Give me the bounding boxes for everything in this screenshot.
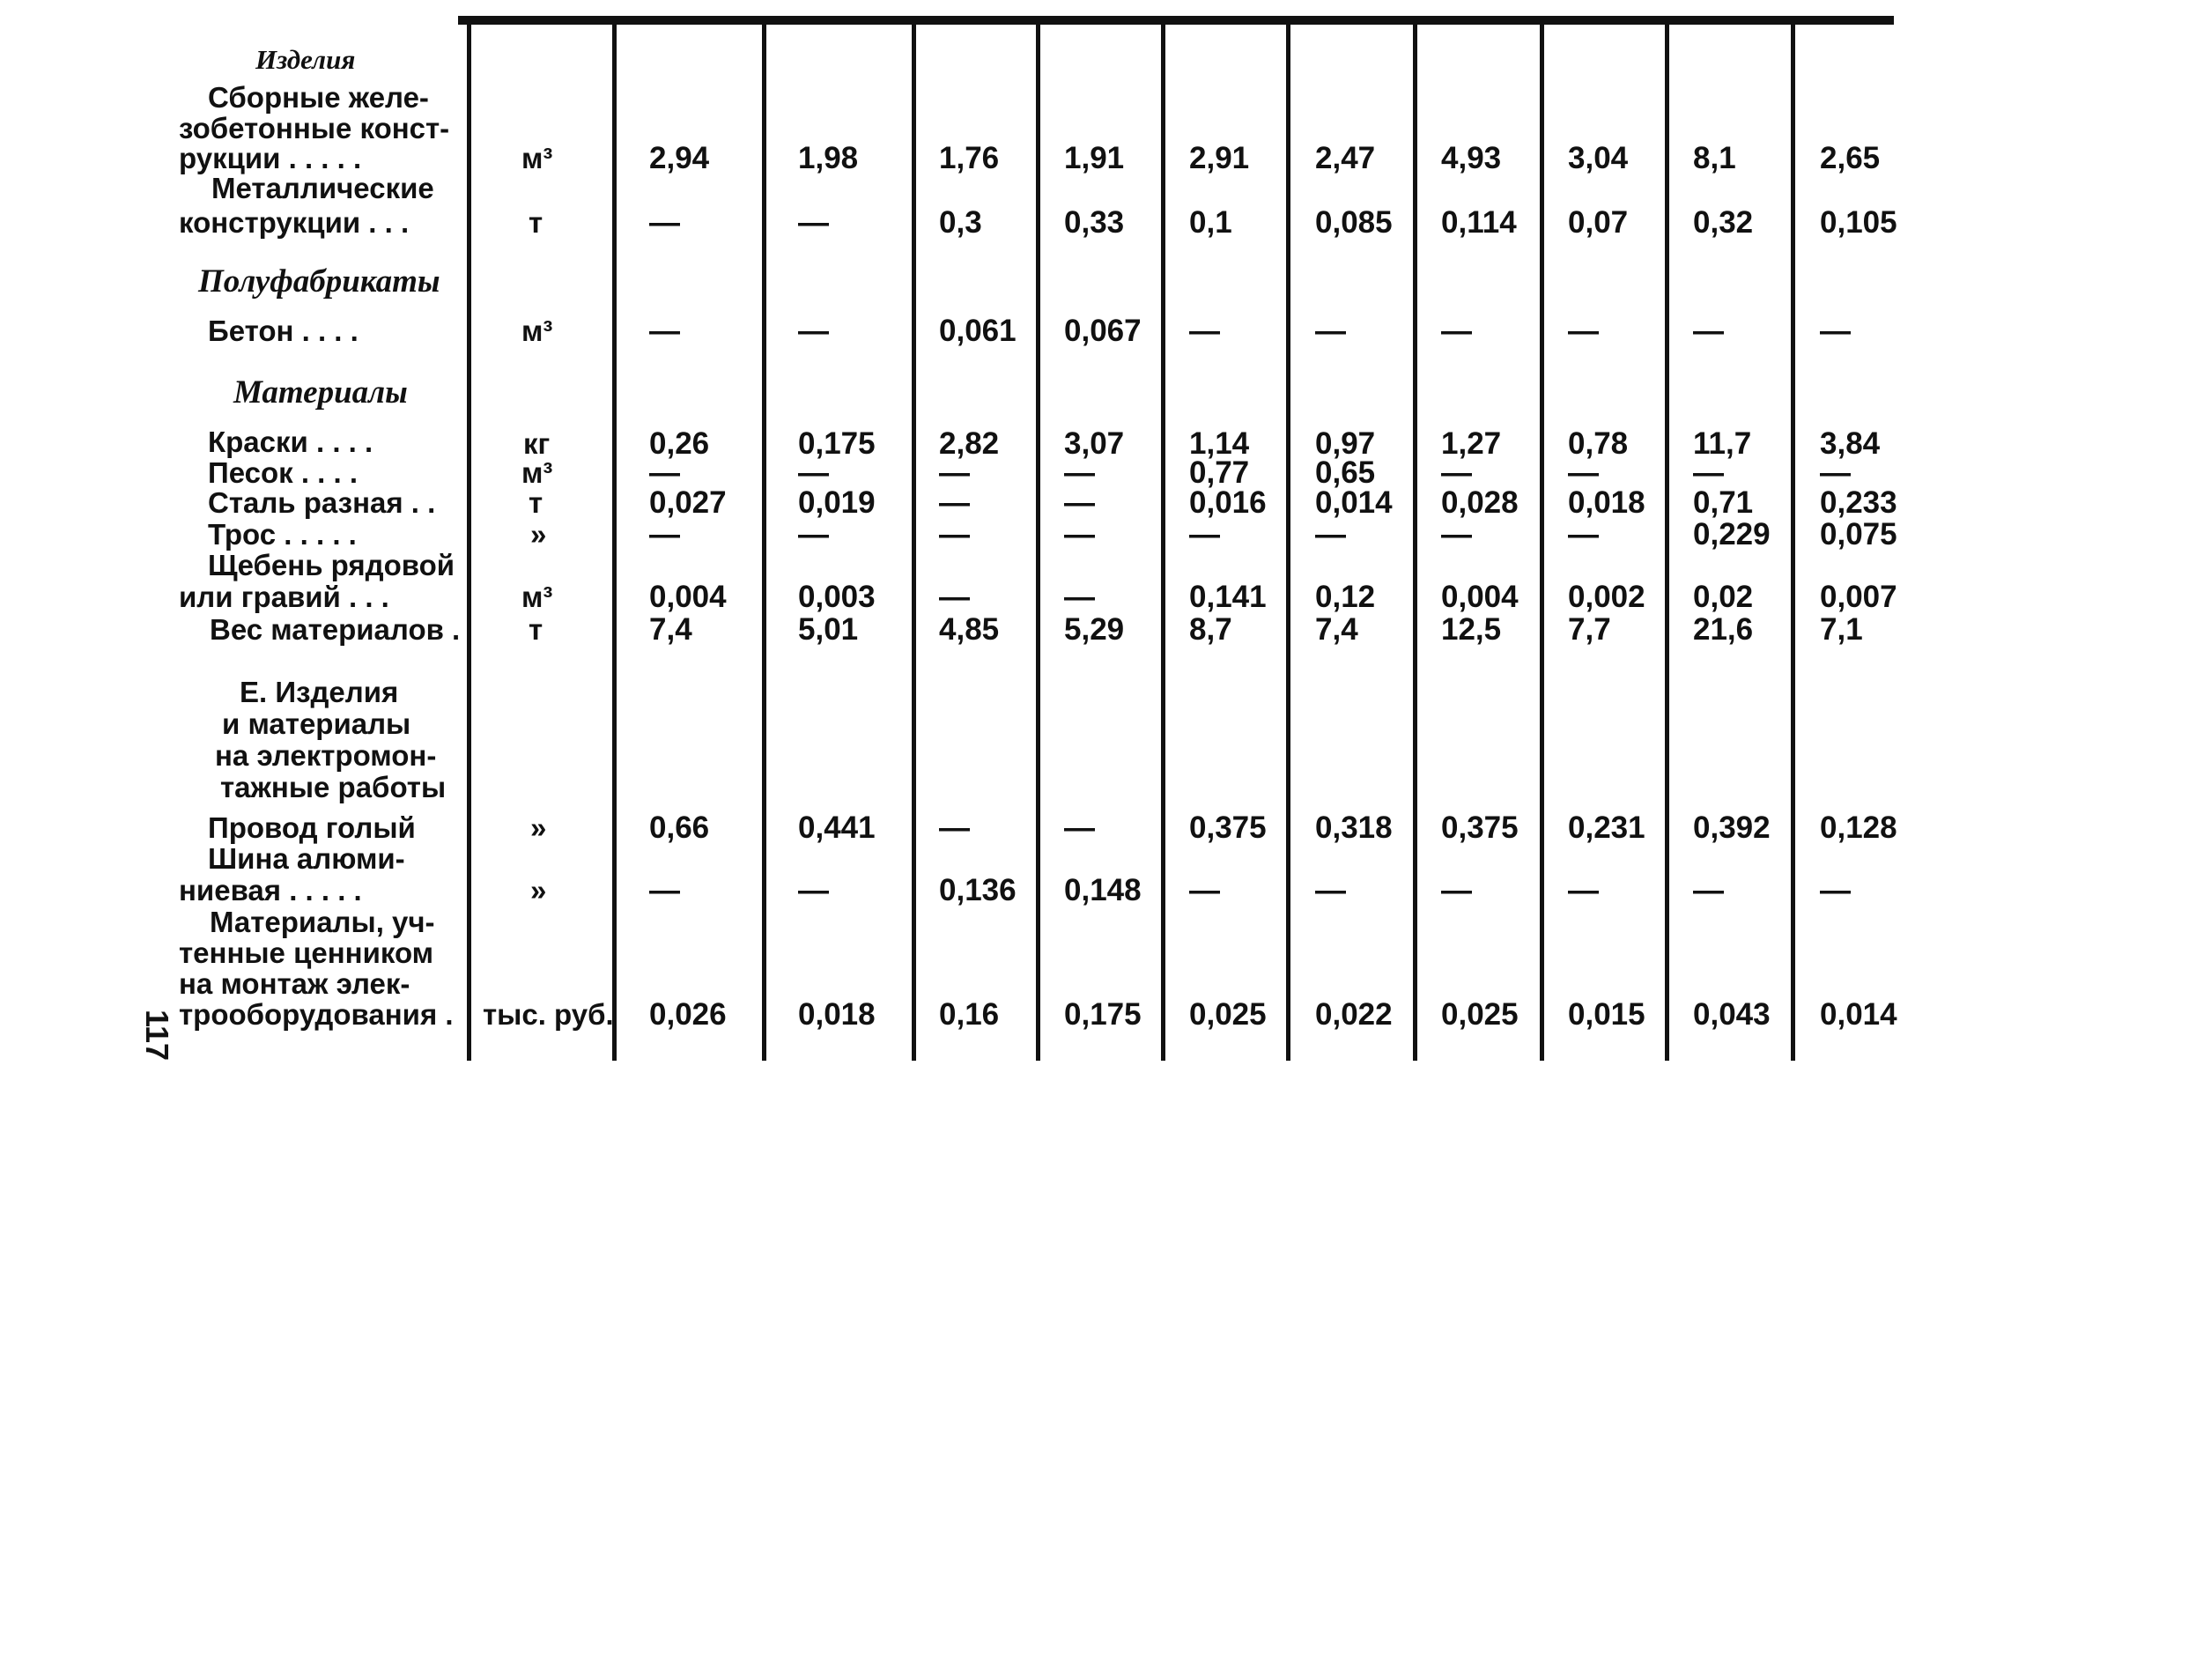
unit-cell: м³ [521, 142, 553, 174]
value-cell: — [1315, 873, 1346, 907]
value-cell: 0,1 [1189, 205, 1232, 240]
value-cell: 1,91 [1064, 141, 1125, 175]
value-cell: 0,075 [1820, 517, 1897, 551]
table-top-rule [458, 16, 1894, 25]
row-label-line: Песок . . . . [208, 456, 359, 489]
value-cell: 0,043 [1693, 997, 1771, 1032]
value-cell: 0,028 [1441, 485, 1519, 520]
value-cell: 7,4 [649, 612, 692, 647]
column-rule [1791, 23, 1795, 1061]
value-cell: 5,01 [798, 612, 859, 647]
column-rule [1540, 23, 1544, 1061]
value-cell: 0,318 [1315, 810, 1393, 845]
value-cell: 0,71 [1693, 485, 1754, 520]
section-heading-e-line: тажные работы [220, 771, 447, 803]
row-label-line: тенные ценником [179, 936, 434, 969]
value-cell: — [1568, 314, 1599, 348]
value-cell: 7,7 [1568, 612, 1611, 647]
value-cell: 0,002 [1568, 580, 1645, 614]
unit-cell: т [529, 613, 543, 646]
value-cell: 0,441 [798, 810, 876, 845]
value-cell: 7,4 [1315, 612, 1358, 647]
column-rule [762, 23, 766, 1061]
row-label-line: Шина алюми- [208, 842, 405, 875]
column-rule [1286, 23, 1290, 1061]
value-cell: — [798, 517, 829, 551]
column-rule [1413, 23, 1417, 1061]
value-cell: 1,76 [939, 141, 1000, 175]
row-label-line: конструкции . . . [179, 206, 410, 239]
value-cell: 0,32 [1693, 205, 1754, 240]
value-cell: 3,04 [1568, 141, 1629, 175]
value-cell: 0,015 [1568, 997, 1645, 1032]
section-heading-e-line: и материалы [222, 707, 411, 740]
row-label-line: рукции . . . . . [179, 142, 362, 174]
row-label-line: Сборные желе- [208, 81, 429, 114]
unit-cell: м³ [521, 456, 553, 489]
value-cell: 0,175 [1064, 997, 1142, 1032]
value-cell: 3,84 [1820, 426, 1881, 461]
value-cell: — [1441, 314, 1472, 348]
value-cell: 5,29 [1064, 612, 1125, 647]
value-cell: — [1693, 314, 1724, 348]
value-cell: 8,7 [1189, 612, 1232, 647]
value-cell: 2,94 [649, 141, 710, 175]
value-cell: — [1820, 455, 1851, 490]
value-cell: 12,5 [1441, 612, 1502, 647]
value-cell: 0,16 [939, 997, 1000, 1032]
value-cell: — [1820, 873, 1851, 907]
value-cell: 0,025 [1189, 997, 1267, 1032]
value-cell: 0,114 [1441, 205, 1517, 240]
row-label-line: Сталь разная . . [208, 486, 436, 519]
value-cell: 0,97 [1315, 426, 1376, 461]
column-rule [1036, 23, 1040, 1061]
value-cell: — [1441, 455, 1472, 490]
value-cell: 2,82 [939, 426, 1000, 461]
value-cell: 0,026 [649, 997, 727, 1032]
row-label-line: Вес материалов . [210, 613, 461, 646]
row-label-line: Материалы, уч- [210, 906, 435, 938]
unit-cell: м³ [521, 581, 553, 613]
row-label-line: Металлические [211, 172, 434, 204]
unit-cell: » [530, 811, 547, 844]
value-cell: 0,018 [798, 997, 876, 1032]
value-cell: — [1568, 873, 1599, 907]
value-cell: 0,07 [1568, 205, 1629, 240]
value-cell: — [939, 485, 970, 520]
section-heading-izdeliya: Изделия [255, 44, 356, 75]
value-cell: 4,85 [939, 612, 1000, 647]
row-label-line: Бетон . . . . [208, 315, 359, 347]
value-cell: 0,65 [1315, 455, 1376, 490]
page-number: 117 [139, 1010, 175, 1062]
unit-cell: кг [523, 427, 551, 460]
value-cell: — [939, 455, 970, 490]
column-rule [612, 23, 617, 1061]
value-cell: — [1189, 873, 1220, 907]
value-cell: 0,229 [1693, 517, 1771, 551]
unit-cell: тыс. руб. [483, 998, 614, 1031]
row-label-line: Щебень рядовой [208, 549, 455, 581]
value-cell: — [1064, 517, 1095, 551]
value-cell: 0,085 [1315, 205, 1393, 240]
value-cell: 0,007 [1820, 580, 1897, 614]
value-cell: 8,1 [1693, 141, 1736, 175]
value-cell: — [1064, 810, 1095, 845]
value-cell: — [1693, 873, 1724, 907]
value-cell: — [649, 314, 680, 348]
value-cell: — [1189, 314, 1220, 348]
value-cell: — [798, 455, 829, 490]
row-label-line: на монтаж элек- [179, 967, 410, 1000]
value-cell: 0,375 [1189, 810, 1267, 845]
value-cell: — [798, 205, 829, 240]
value-cell: 7,1 [1820, 612, 1863, 647]
value-cell: 2,47 [1315, 141, 1376, 175]
value-cell: 0,66 [649, 810, 710, 845]
value-cell: 4,93 [1441, 141, 1502, 175]
value-cell: — [649, 455, 680, 490]
section-heading-materialy: Материалы [233, 374, 408, 411]
value-cell: 0,12 [1315, 580, 1376, 614]
value-cell: — [1064, 580, 1095, 614]
value-cell: — [1820, 314, 1851, 348]
row-label-line: Краски . . . . [208, 426, 373, 458]
value-cell: 11,7 [1693, 426, 1752, 461]
value-cell: 0,025 [1441, 997, 1519, 1032]
value-cell: — [1441, 517, 1472, 551]
value-cell: 1,98 [798, 141, 859, 175]
row-label-line: Провод голый [208, 811, 416, 844]
row-label-line: Трос . . . . . [208, 518, 357, 551]
value-cell: 0,105 [1820, 205, 1897, 240]
value-cell: 0,02 [1693, 580, 1754, 614]
value-cell: 0,003 [798, 580, 876, 614]
value-cell: — [1441, 873, 1472, 907]
column-rule [912, 23, 916, 1061]
value-cell: 3,07 [1064, 426, 1125, 461]
section-heading-polufabrikaty: Полуфабрикаты [198, 263, 440, 300]
row-label-line: или гравий . . . [179, 581, 389, 613]
value-cell: 0,016 [1189, 485, 1267, 520]
value-cell: 0,231 [1568, 810, 1645, 845]
value-cell: — [1064, 485, 1095, 520]
value-cell: — [649, 205, 680, 240]
value-cell: 21,6 [1693, 612, 1754, 647]
value-cell: — [1315, 517, 1346, 551]
value-cell: 2,65 [1820, 141, 1881, 175]
value-cell: 2,91 [1189, 141, 1250, 175]
value-cell: 0,141 [1189, 580, 1267, 614]
value-cell: 0,175 [798, 426, 876, 461]
value-cell: — [1568, 455, 1599, 490]
value-cell: — [939, 517, 970, 551]
section-heading-e-line: Е. Изделия [240, 676, 399, 708]
value-cell: — [649, 517, 680, 551]
value-cell: 0,067 [1064, 314, 1142, 348]
value-cell: — [649, 873, 680, 907]
value-cell: 0,128 [1820, 810, 1897, 845]
unit-cell: т [529, 206, 543, 239]
value-cell: — [1064, 455, 1095, 490]
value-cell: 0,375 [1441, 810, 1519, 845]
value-cell: 0,148 [1064, 873, 1142, 907]
value-cell: 0,78 [1568, 426, 1629, 461]
value-cell: — [798, 873, 829, 907]
column-rule [467, 23, 471, 1061]
value-cell: 0,061 [939, 314, 1017, 348]
column-rule [1161, 23, 1165, 1061]
value-cell: 0,136 [939, 873, 1017, 907]
unit-cell: м³ [521, 315, 553, 347]
row-label-line: трооборудования . [179, 998, 454, 1031]
value-cell: — [1693, 455, 1724, 490]
unit-cell: т [529, 486, 543, 519]
value-cell: — [1189, 517, 1220, 551]
value-cell: 0,004 [1441, 580, 1519, 614]
value-cell: — [798, 314, 829, 348]
row-label-line: зобетонные конст- [179, 112, 450, 144]
value-cell: 0,027 [649, 485, 727, 520]
value-cell: 0,014 [1820, 997, 1897, 1032]
value-cell: — [1568, 517, 1599, 551]
value-cell: 0,26 [649, 426, 710, 461]
row-label-line: ниевая . . . . . [179, 874, 362, 907]
unit-cell: » [530, 874, 547, 907]
value-cell: 1,27 [1441, 426, 1502, 461]
unit-cell: » [530, 518, 547, 551]
value-cell: 0,018 [1568, 485, 1645, 520]
value-cell: 0,022 [1315, 997, 1393, 1032]
value-cell: 0,77 [1189, 455, 1250, 490]
section-heading-e-line: на электромон- [215, 739, 437, 772]
value-cell: — [939, 580, 970, 614]
value-cell: 0,3 [939, 205, 982, 240]
value-cell: 0,392 [1693, 810, 1771, 845]
value-cell: 0,233 [1820, 485, 1897, 520]
value-cell: 0,33 [1064, 205, 1125, 240]
value-cell: 0,019 [798, 485, 876, 520]
value-cell: 0,004 [649, 580, 727, 614]
column-rule [1665, 23, 1669, 1061]
value-cell: 1,14 [1189, 426, 1250, 461]
value-cell: — [939, 810, 970, 845]
value-cell: 0,014 [1315, 485, 1393, 520]
value-cell: — [1315, 314, 1346, 348]
